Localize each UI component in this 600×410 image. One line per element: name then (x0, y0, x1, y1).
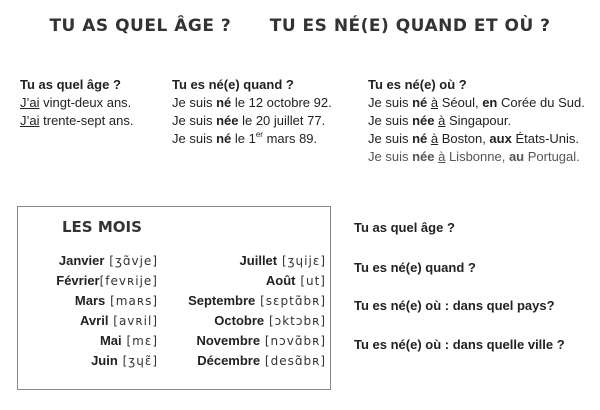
ou-column (368, 76, 585, 166)
month-phonetic: [ut] (295, 274, 326, 288)
month-phonetic: [nɔvɑ̃bʀ] (260, 334, 326, 348)
month-name: Septembre (188, 293, 256, 308)
age-verb: J’ai (20, 95, 40, 110)
month-name: Juin (91, 353, 118, 368)
quand-date: le 1 (231, 131, 256, 146)
quand-text: Je suis (172, 113, 217, 128)
month-phonetic: [maʀs] (105, 294, 158, 308)
quand-date: le 12 octobre 92. (231, 95, 332, 110)
quand-text: Je suis (172, 95, 217, 110)
ou-line (368, 130, 585, 148)
months-left-list (28, 251, 158, 371)
month-row (166, 351, 326, 371)
month-phonetic: [ʒɥijɛ] (277, 254, 326, 268)
ou-preposition: à (438, 113, 446, 128)
month-row (166, 271, 326, 291)
ou-participle: née (412, 113, 435, 128)
month-row (28, 311, 158, 331)
month-row (28, 291, 158, 311)
quand-line (172, 130, 332, 148)
month-row (28, 251, 158, 271)
month-phonetic: [avʀil] (108, 314, 158, 328)
month-name: Juillet (239, 253, 278, 268)
quand-line (172, 94, 332, 112)
ou-preposition: à (430, 95, 439, 110)
quand-text: Je suis (172, 131, 217, 146)
ordinal-suffix: er (255, 129, 263, 139)
ou-country-preposition: aux (489, 131, 512, 146)
ou-country-preposition: en (482, 95, 498, 110)
ou-city: Séoul, (438, 95, 483, 110)
ou-preposition: à (438, 149, 446, 164)
age-verb: J’ai (20, 113, 40, 128)
age-header: Tu as quel âge ? (20, 77, 121, 92)
months-right-list (166, 251, 326, 371)
month-row (166, 251, 326, 271)
month-row (28, 351, 158, 371)
month-name: Février (56, 273, 100, 288)
quand-participle: né (216, 131, 232, 146)
ou-participle: née (412, 149, 435, 164)
ou-participle: né (412, 131, 428, 146)
month-phonetic: [mɛ] (121, 334, 158, 348)
month-row (28, 271, 158, 291)
question-pays: Tu es né(e) où : dans quel pays? (354, 298, 555, 313)
ou-city: Boston, (438, 131, 490, 146)
ou-text: Je suis (368, 149, 413, 164)
month-row (166, 331, 326, 351)
ou-city: Lisbonne, (445, 149, 509, 164)
quand-header: Tu es né(e) quand ? (172, 77, 294, 92)
question-quand: Tu es né(e) quand ? (354, 260, 476, 275)
month-phonetic: [ɔktɔbʀ] (264, 314, 326, 328)
quand-date: le 20 juillet 77. (238, 113, 326, 128)
age-text: trente-sept ans. (39, 113, 134, 128)
ou-country: Corée du Sud. (497, 95, 585, 110)
month-name: Décembre (197, 353, 261, 368)
age-column (20, 76, 133, 130)
month-name: Novembre (196, 333, 261, 348)
ou-text: Je suis (368, 131, 413, 146)
month-phonetic: [ʒɑ̃vje] (104, 254, 158, 268)
month-name: Janvier (58, 253, 105, 268)
ou-line (368, 112, 585, 130)
month-name: Mars (74, 293, 106, 308)
month-name: Octobre (214, 313, 265, 328)
ou-line (368, 94, 585, 112)
month-name: Août (265, 273, 296, 288)
quand-line (172, 112, 332, 130)
question-age: Tu as quel âge ? (354, 220, 455, 235)
ou-text: Je suis (368, 95, 413, 110)
quand-participle: né (216, 95, 232, 110)
question-ville: Tu es né(e) où : dans quelle ville ? (354, 337, 565, 352)
age-text: vingt-deux ans. (39, 95, 132, 110)
quand-column (172, 76, 332, 148)
months-title: LES MOIS (62, 218, 142, 236)
ou-text: Je suis (368, 113, 413, 128)
month-row (28, 331, 158, 351)
ou-city: Singapour. (445, 113, 512, 128)
age-line (20, 94, 133, 112)
month-phonetic: [desɑ̃bʀ] (260, 354, 326, 368)
ou-preposition: à (430, 131, 439, 146)
quand-participle: née (216, 113, 239, 128)
month-phonetic: [fevʀije] (99, 274, 158, 288)
ou-participle: né (412, 95, 428, 110)
month-row (166, 291, 326, 311)
quand-date: mars 89. (262, 131, 318, 146)
ou-line (368, 148, 585, 166)
page-title: TU AS QUEL ÂGE ? TU ES NÉ(E) QUAND ET OÙ ? (49, 16, 551, 36)
month-phonetic: [sɛptɑ̃bʀ] (255, 294, 326, 308)
ou-country-preposition: au (508, 149, 525, 164)
age-line (20, 112, 133, 130)
ou-header: Tu es né(e) où ? (368, 77, 467, 92)
month-name: Mai (99, 333, 122, 348)
ou-country: États-Unis. (511, 131, 580, 146)
month-name: Avril (80, 313, 109, 328)
month-phonetic: [ʒɥɛ̃] (117, 354, 158, 368)
month-row (166, 311, 326, 331)
ou-country: Portugal. (524, 149, 580, 164)
